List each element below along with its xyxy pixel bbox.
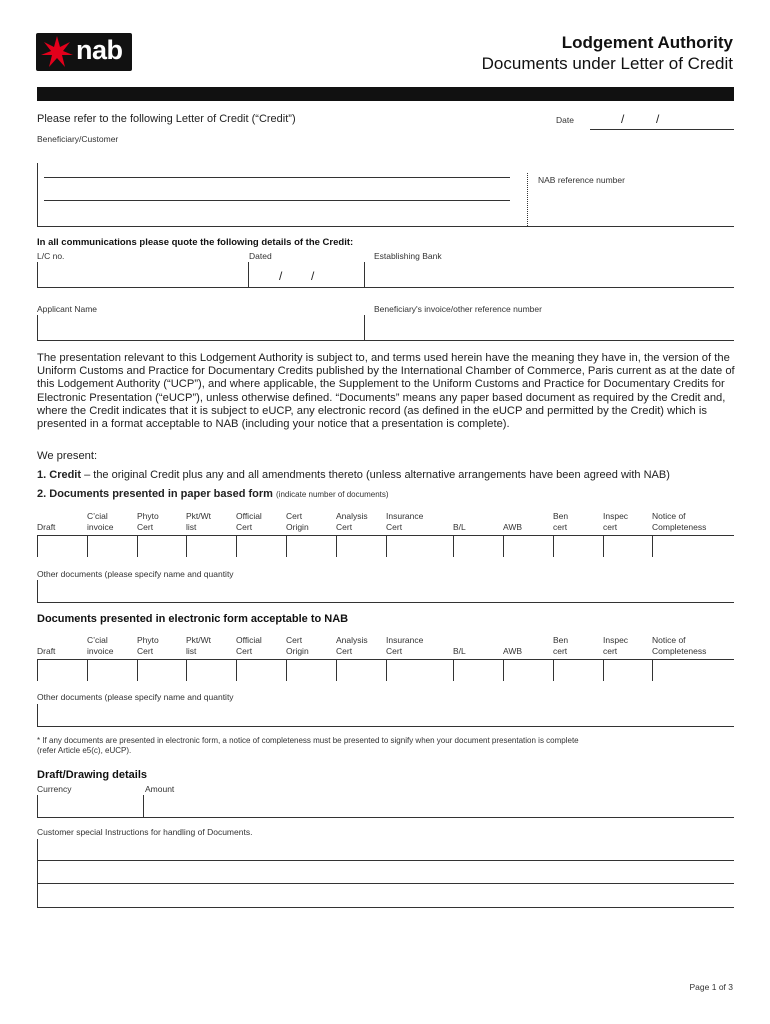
electronic-col-header <box>186 635 211 657</box>
lc-no-field[interactable] <box>40 264 245 286</box>
paper-col-header <box>603 511 628 533</box>
electronic-col-header <box>37 635 55 657</box>
item-1-text: – the original Credit plus any and all amendments thereto (unless alternative arrangements have been agreed with NAB) <box>81 469 670 481</box>
paper-col-header-line-2: cert <box>553 522 568 532</box>
paper-col-header-line-1: Pkt/Wt <box>186 511 212 521</box>
item-paper-docs <box>37 488 389 500</box>
electronic-col-header-line-1: Official <box>236 635 262 645</box>
paper-col-header-line-1 <box>453 511 466 522</box>
footnote-line-1: * If any documents are presented in electronic form, a notice of completeness must be presented to signify when your document presentation is complete <box>37 736 579 745</box>
lc-row-bottom <box>37 287 734 288</box>
paper-col-header-line-1: Cert <box>286 511 303 521</box>
electronic-other-docs-label: Other documents (please specify name and quantity <box>37 692 234 702</box>
currency-amount-divider <box>143 795 144 817</box>
paper-col-header <box>503 511 522 533</box>
date-label: Date <box>556 115 574 125</box>
paper-doc-count-box[interactable] <box>286 536 335 557</box>
electronic-col-header-line-2: B/L <box>453 646 466 656</box>
dated-sep-1: / <box>279 269 283 283</box>
applicant-invoice-divider <box>364 315 365 340</box>
paper-col-header <box>453 511 466 533</box>
electronic-col-header <box>87 635 113 657</box>
electronic-doc-count-box[interactable] <box>453 660 502 681</box>
paper-doc-count-box[interactable] <box>503 536 552 557</box>
electronic-col-header-line-2: Origin <box>286 646 309 656</box>
nab-ref-divider <box>527 173 528 226</box>
electronic-doc-count-box[interactable] <box>603 660 651 681</box>
amount-label: Amount <box>145 784 175 794</box>
dated-label: Dated <box>249 251 272 261</box>
electronic-doc-boxes <box>37 659 734 680</box>
electronic-doc-columns <box>0 635 770 659</box>
invoice-ref-label: Beneficiary's invoice/other reference number <box>374 304 542 314</box>
paper-col-header-line-1: Official <box>236 511 262 521</box>
credit-details-heading: In all communications please quote the following details of the Credit: <box>37 237 354 248</box>
electronic-doc-count-box[interactable] <box>503 660 552 681</box>
paper-other-left <box>37 580 38 602</box>
paper-col-header-line-2: Origin <box>286 522 309 532</box>
paper-col-header <box>236 511 262 533</box>
establishing-bank-label: Establishing Bank <box>374 251 442 261</box>
paper-other-bottom <box>37 602 734 603</box>
applicant-name-field[interactable] <box>40 317 362 339</box>
electronic-doc-count-box[interactable] <box>386 660 452 681</box>
electronic-doc-count-box[interactable] <box>286 660 335 681</box>
draft-row-bottom <box>37 817 734 818</box>
electronic-col-header-line-2: Cert <box>386 646 403 656</box>
electronic-other-docs-field[interactable] <box>40 705 732 725</box>
paper-col-header <box>553 511 568 533</box>
electronic-other-bottom <box>37 726 734 727</box>
paper-col-header-line-2: Cert <box>137 522 154 532</box>
paper-col-header <box>336 511 368 533</box>
paper-col-header-line-2: Cert <box>236 522 253 532</box>
electronic-col-header-line-2: invoice <box>87 646 114 656</box>
paper-col-header <box>37 511 55 533</box>
electronic-col-header-line-1 <box>453 635 466 646</box>
paper-doc-columns <box>0 511 770 535</box>
electronic-col-header-line-1: Cert <box>286 635 303 645</box>
electronic-col-header <box>236 635 262 657</box>
paper-other-docs-label: Other documents (please specify name and quantity <box>37 569 234 579</box>
paper-doc-count-box[interactable] <box>336 536 385 557</box>
item-2-note: (indicate number of documents) <box>276 490 389 499</box>
item-1-num: 1. <box>37 469 47 481</box>
dated-sep-2: / <box>311 269 315 283</box>
lc-no-label: L/C no. <box>37 251 65 261</box>
electronic-col-header-line-1: Insurance <box>386 635 424 645</box>
electronic-col-header-line-2: Completeness <box>652 646 707 656</box>
nab-ref-label: NAB reference number <box>538 175 625 185</box>
electronic-col-header-line-2: Cert <box>137 646 154 656</box>
paper-col-header-line-1 <box>503 511 522 522</box>
date-sep-2: / <box>656 112 660 126</box>
nab-star-icon <box>40 33 74 71</box>
page-subtitle: Documents under Letter of Credit <box>481 54 733 73</box>
applicant-box-left <box>37 315 38 340</box>
lc-dated-divider <box>248 262 249 287</box>
paper-doc-count-box[interactable] <box>603 536 651 557</box>
paper-col-header <box>137 511 159 533</box>
paper-doc-count-box[interactable] <box>236 536 285 557</box>
dated-bank-divider <box>364 262 365 287</box>
currency-label: Currency <box>37 784 72 794</box>
paper-doc-count-box[interactable] <box>87 536 136 557</box>
electronic-col-header-line-1 <box>37 635 55 646</box>
electronic-doc-count-box[interactable] <box>186 660 235 681</box>
paper-doc-count-box[interactable] <box>652 536 734 557</box>
paper-col-header <box>87 511 113 533</box>
electronic-col-header-line-1: C’cial <box>87 635 108 645</box>
paper-col-header <box>652 511 706 533</box>
electronic-col-header-line-1: Pkt/Wt <box>186 635 212 645</box>
electronic-other-left <box>37 704 38 726</box>
electronic-col-header-line-1: Ben <box>553 635 569 645</box>
electronic-col-header <box>386 635 423 657</box>
paper-col-header-line-2: list <box>186 522 197 532</box>
electronic-col-header <box>336 635 368 657</box>
paper-col-header-line-2: B/L <box>453 522 466 532</box>
paper-doc-count-box[interactable] <box>386 536 452 557</box>
electronic-col-header-line-2: Cert <box>336 646 353 656</box>
paper-col-header <box>386 511 423 533</box>
electronic-col-header-line-2: list <box>186 646 197 656</box>
paper-doc-count-box[interactable] <box>453 536 502 557</box>
electronic-doc-count-box[interactable] <box>37 660 86 681</box>
applicant-name-label: Applicant Name <box>37 304 98 314</box>
paper-col-header-line-1: Insurance <box>386 511 424 521</box>
paper-col-header-line-2: AWB <box>503 522 523 532</box>
date-sep-1: / <box>621 112 625 126</box>
beneficiary-label: Beneficiary/Customer <box>37 134 119 144</box>
paper-doc-count-box[interactable] <box>186 536 235 557</box>
paper-col-header-line-2: Completeness <box>652 522 707 532</box>
item-2-bold: Documents presented in paper based form <box>49 488 273 500</box>
paper-col-header-line-1: Notice of <box>652 511 686 521</box>
establishing-bank-field[interactable] <box>366 264 732 286</box>
paper-col-header <box>186 511 211 533</box>
electronic-col-header <box>286 635 309 657</box>
paper-doc-count-box[interactable] <box>137 536 185 557</box>
electronic-col-header-line-2: cert <box>603 646 618 656</box>
date-field[interactable] <box>590 129 734 130</box>
paper-col-header-line-2: Draft <box>37 522 56 532</box>
electronic-col-header <box>652 635 706 657</box>
refer-text: Please refer to the following Letter of Credit (“Credit”) <box>37 113 296 125</box>
paper-col-header-line-2: Cert <box>386 522 403 532</box>
electronic-col-header-line-2: Cert <box>236 646 253 656</box>
dated-field[interactable] <box>250 264 362 286</box>
electronic-docs-heading: Documents presented in electronic form acceptable to NAB <box>37 613 349 625</box>
nab-logo <box>36 33 132 71</box>
draft-box-left <box>37 795 38 817</box>
electronic-doc-count-box[interactable] <box>236 660 285 681</box>
instructions-line-3[interactable] <box>37 907 734 908</box>
paper-col-header-line-2: Cert <box>336 522 353 532</box>
electronic-doc-count-box[interactable] <box>553 660 602 681</box>
beneficiary-box-bottom <box>37 226 734 227</box>
electronic-col-header-line-2: AWB <box>503 646 523 656</box>
invoice-ref-field[interactable] <box>366 317 732 339</box>
instructions-box-left <box>37 839 38 907</box>
electronic-col-header-line-2: cert <box>553 646 568 656</box>
beneficiary-box-left <box>37 163 38 226</box>
item-credit <box>37 469 670 481</box>
paper-doc-boxes <box>37 535 734 556</box>
instructions-line-2[interactable] <box>37 883 734 884</box>
lc-box-left <box>37 262 38 287</box>
ucp-paragraph: The presentation relevant to this Lodgement Authority is subject to, and terms used herein have the meaning they have in, the version of the Uniform Customs and Practice for Documentary Credits published by the International Chamber of Commerce, Paris current as at the date of this Lodgement Authority (“UCP”), and where applicable, the Supplement to the Uniform Customs and Practice for Documentary Credits for Electronic Presentation (“eUCP”), unless otherwise defined. “Documents” means any paper based document as required by the Credit and, where the Credit indicates that it is subject to eUCP, any electronic record (as defined in the eUCP and permitted by the Credit) which is presented in a format acceptable to NAB (including your notice that a presentation is complete). <box>37 352 735 431</box>
electronic-col-header-line-1: Notice of <box>652 635 686 645</box>
electronic-col-header <box>453 635 466 657</box>
instructions-label: Customer special Instructions for handling of Documents. <box>37 827 253 837</box>
item-1-bold: Credit <box>49 469 82 481</box>
paper-other-docs-field[interactable] <box>40 581 732 601</box>
nab-ref-field[interactable] <box>531 186 731 224</box>
we-present-label: We present: <box>37 450 98 462</box>
paper-col-header-line-2: invoice <box>87 522 114 532</box>
applicant-row-bottom <box>37 340 734 341</box>
paper-col-header-line-2: cert <box>603 522 618 532</box>
paper-col-header <box>286 511 309 533</box>
electronic-col-header-line-1: Analysis <box>336 635 368 645</box>
footnote-line-2: (refer Article e5(c), eUCP). <box>37 746 132 755</box>
paper-doc-count-box[interactable] <box>553 536 602 557</box>
electronic-col-header-line-2: Draft <box>37 646 56 656</box>
beneficiary-line-2[interactable] <box>44 200 510 201</box>
beneficiary-line-1[interactable] <box>44 177 510 178</box>
paper-col-header-line-1: Inspec <box>603 511 629 521</box>
electronic-col-header <box>503 635 522 657</box>
electronic-col-header <box>553 635 568 657</box>
item-2-num: 2. <box>37 488 47 500</box>
page-title: Lodgement Authority <box>561 33 733 52</box>
electronic-col-header-line-1 <box>503 635 522 646</box>
logo-wordmark: nab <box>76 35 123 65</box>
paper-doc-count-box[interactable] <box>37 536 86 557</box>
currency-field[interactable] <box>40 796 140 816</box>
amount-field[interactable] <box>146 796 732 816</box>
paper-col-header-line-1: C’cial <box>87 511 108 521</box>
electronic-col-header <box>603 635 628 657</box>
electronic-doc-count-box[interactable] <box>652 660 734 681</box>
paper-col-header-line-1 <box>37 511 55 522</box>
instructions-line-1[interactable] <box>37 860 734 861</box>
electronic-doc-count-box[interactable] <box>336 660 385 681</box>
electronic-doc-count-box[interactable] <box>87 660 136 681</box>
draft-heading: Draft/Drawing details <box>37 769 148 781</box>
electronic-col-header-line-1: Inspec <box>603 635 629 645</box>
paper-col-header-line-1: Ben <box>553 511 569 521</box>
paper-col-header-line-1: Phyto <box>137 511 159 521</box>
electronic-doc-count-box[interactable] <box>137 660 185 681</box>
electronic-col-header-line-1: Phyto <box>137 635 159 645</box>
header-bar <box>37 87 734 101</box>
page-number: Page 1 of 3 <box>689 982 733 992</box>
electronic-col-header <box>137 635 159 657</box>
paper-col-header-line-1: Analysis <box>336 511 368 521</box>
